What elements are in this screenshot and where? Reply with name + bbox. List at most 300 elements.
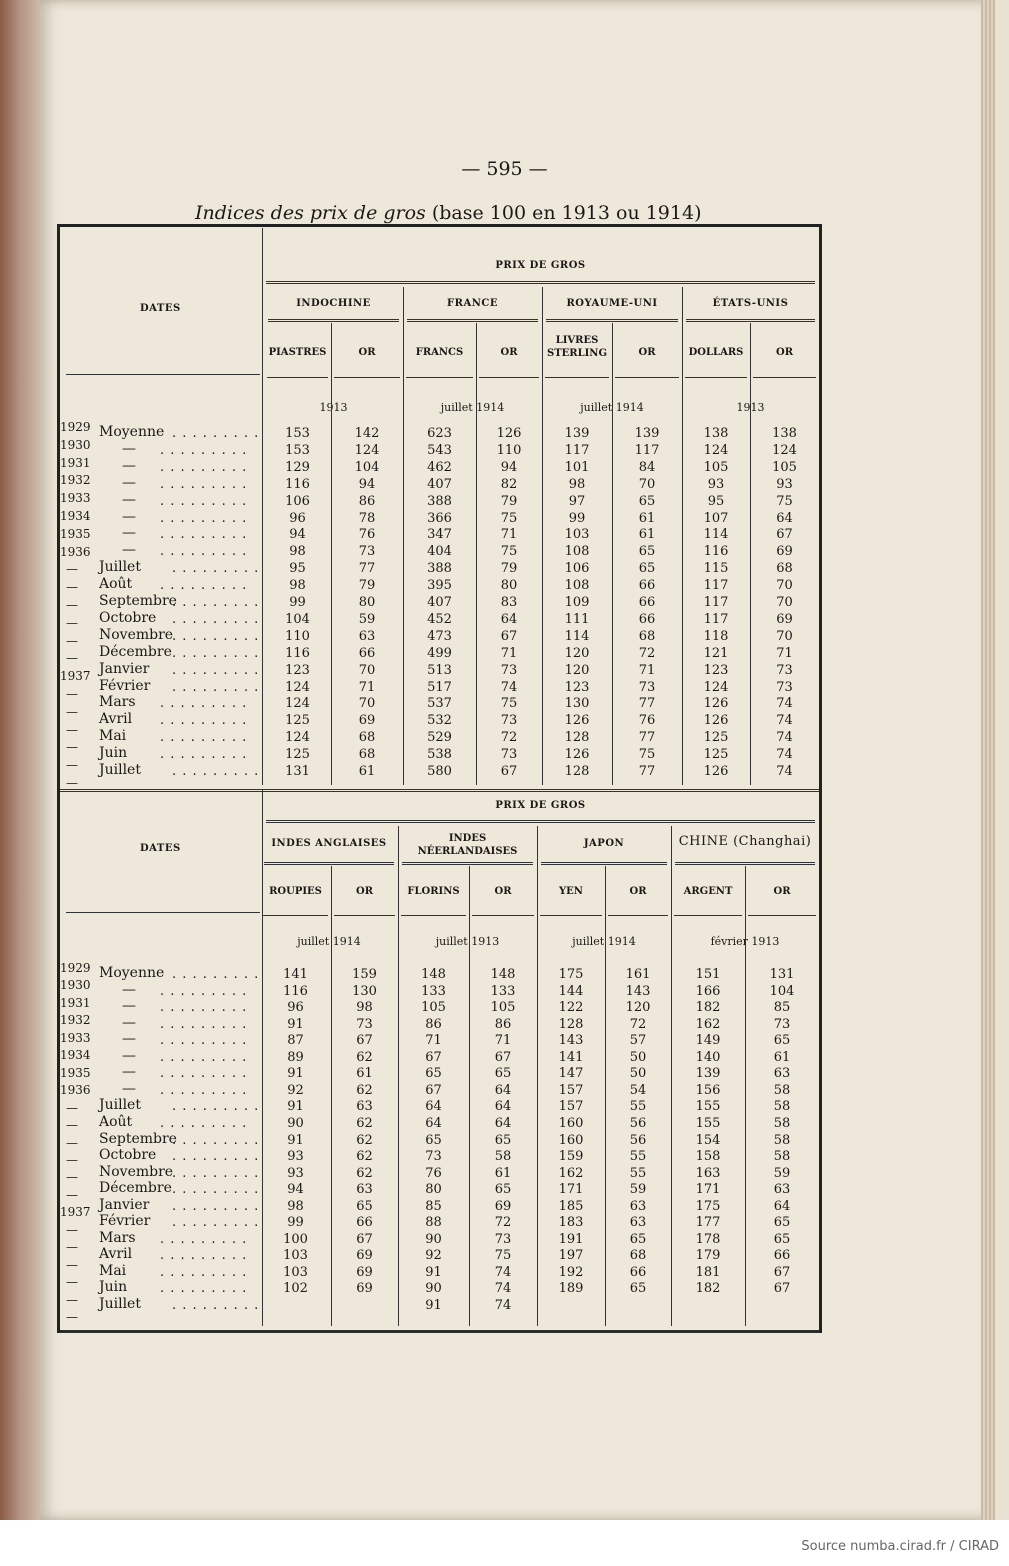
table-cell: 155 bbox=[695, 1115, 721, 1131]
table-cell: 158 bbox=[695, 1149, 721, 1165]
subcolumn-header: LIVRES STERLING bbox=[547, 335, 607, 359]
table-cell: 126 bbox=[496, 426, 522, 441]
table-cell: 93 bbox=[287, 1149, 304, 1165]
table-cell: 116 bbox=[285, 476, 310, 492]
subcolumn-divider bbox=[469, 866, 470, 1326]
row-year: — bbox=[66, 1118, 78, 1133]
table-cell: 116 bbox=[283, 983, 308, 999]
footer-strip bbox=[0, 1520, 1009, 1566]
row-year: 1936 bbox=[60, 544, 91, 559]
row-leader-dots: . . . . . . . . . bbox=[172, 1298, 260, 1313]
row-label: — bbox=[122, 1031, 136, 1048]
table-cell: 69 bbox=[356, 1248, 373, 1264]
table-cell: 73 bbox=[776, 662, 793, 678]
row-label: Avril bbox=[99, 711, 133, 728]
table-cell: 64 bbox=[425, 1115, 442, 1131]
table-cell: 61 bbox=[358, 764, 376, 779]
table-cell: 114 bbox=[703, 527, 729, 543]
row-label: Février bbox=[99, 1213, 151, 1230]
table-cell: 65 bbox=[773, 1231, 791, 1247]
row-year: — bbox=[66, 562, 78, 577]
table-cell: 93 bbox=[287, 1165, 304, 1181]
table-cell: 161 bbox=[625, 967, 651, 982]
table-cell: 65 bbox=[638, 544, 656, 560]
row-leader-dots: . . . . . . . . . bbox=[160, 713, 248, 729]
subcolumn-divider bbox=[612, 323, 613, 785]
subcolumn-header: OR bbox=[629, 886, 647, 897]
row-leader-dots: . . . . . . . . . bbox=[172, 967, 260, 982]
table-cell: 529 bbox=[427, 730, 452, 746]
group-divider bbox=[671, 826, 672, 1326]
table-cell: 126 bbox=[703, 696, 729, 712]
row-label: — bbox=[122, 981, 136, 998]
table-cell: 90 bbox=[287, 1115, 304, 1131]
table-cell: 83 bbox=[500, 595, 518, 610]
group-rule bbox=[402, 862, 533, 865]
table-cell: 103 bbox=[564, 527, 590, 543]
subcolumn-rule bbox=[615, 377, 679, 378]
table-cell: 69 bbox=[494, 1198, 512, 1214]
table-cell: 62 bbox=[356, 1132, 373, 1148]
base-period-label: février 1913 bbox=[710, 935, 780, 948]
group-rule bbox=[675, 862, 815, 865]
row-year: — bbox=[66, 598, 78, 612]
subcolumn-rule bbox=[401, 915, 466, 916]
row-year: — bbox=[66, 740, 78, 755]
subcolumn-rule bbox=[748, 915, 816, 916]
table-cell: 101 bbox=[564, 459, 590, 475]
table-cell: 148 bbox=[421, 967, 446, 982]
country-group-header: INDES NÉERLANDAISES bbox=[417, 833, 518, 857]
row-label: Juillet bbox=[99, 559, 141, 576]
dates-column-rule bbox=[262, 790, 263, 1326]
row-leader-dots: . . . . . . . . . bbox=[160, 544, 248, 560]
row-leader-dots: . . . . . . . . . bbox=[160, 476, 248, 492]
row-leader-dots: . . . . . . . . . bbox=[172, 645, 260, 661]
table-cell: 71 bbox=[494, 1033, 512, 1049]
table-cell: 69 bbox=[776, 544, 793, 560]
group-divider bbox=[682, 287, 683, 785]
table-cell: 65 bbox=[356, 1198, 373, 1214]
table-cell: 141 bbox=[283, 967, 308, 982]
row-year: 1937 bbox=[60, 669, 91, 684]
table-cell: 99 bbox=[289, 595, 306, 610]
base-period-label: juillet 1913 bbox=[435, 935, 500, 948]
row-label: — bbox=[122, 474, 136, 491]
row-label: — bbox=[122, 508, 136, 525]
table-cell: 69 bbox=[356, 1264, 373, 1280]
table-cell: 121 bbox=[703, 645, 729, 661]
row-leader-dots: . . . . . . . . . bbox=[172, 1165, 260, 1181]
table-cell: 66 bbox=[638, 595, 656, 610]
row-year: — bbox=[66, 758, 78, 773]
table-cell: 55 bbox=[629, 1149, 647, 1165]
base-period-label: juillet 1914 bbox=[580, 401, 644, 414]
row-leader-dots: . . . . . . . . . bbox=[172, 1099, 260, 1115]
table-cell: 106 bbox=[564, 561, 590, 577]
table-cell: 97 bbox=[568, 493, 586, 509]
subcolumn-rule bbox=[267, 377, 328, 378]
table-cell: 75 bbox=[494, 1248, 512, 1264]
source-credit: Source numba.cirad.fr / CIRAD bbox=[801, 1539, 999, 1554]
group-divider bbox=[542, 287, 543, 785]
table-cell: 95 bbox=[289, 561, 306, 577]
row-label: — bbox=[122, 525, 136, 542]
table-cell: 63 bbox=[773, 1182, 791, 1198]
table-cell: 189 bbox=[558, 1281, 584, 1297]
table-cell: 103 bbox=[283, 1264, 308, 1280]
row-year: — bbox=[66, 633, 78, 648]
table-cell: 181 bbox=[695, 1264, 721, 1280]
table-cell: 59 bbox=[629, 1182, 647, 1198]
row-leader-dots: . . . . . . . . . bbox=[172, 595, 260, 610]
country-group-header: INDOCHINE bbox=[296, 298, 371, 309]
row-year: 1935 bbox=[60, 526, 91, 541]
table-cell: 66 bbox=[356, 1215, 373, 1231]
row-label: — bbox=[122, 1080, 136, 1097]
row-leader-dots: . . . . . . . . . bbox=[172, 1198, 260, 1214]
table-cell: 138 bbox=[703, 426, 729, 441]
table-cell: 72 bbox=[500, 730, 518, 746]
table-cell: 142 bbox=[354, 426, 380, 441]
table-cell: 147 bbox=[558, 1066, 584, 1082]
table-cell: 75 bbox=[776, 493, 793, 509]
table-cell: 66 bbox=[773, 1248, 791, 1264]
dates-header: DATES bbox=[140, 303, 181, 314]
table-cell: 70 bbox=[776, 595, 793, 610]
table-cell: 175 bbox=[558, 967, 584, 982]
table-cell: 89 bbox=[287, 1049, 304, 1065]
subcolumn-divider bbox=[331, 323, 332, 785]
table-cell: 67 bbox=[500, 764, 518, 779]
table-cell: 70 bbox=[638, 476, 656, 492]
table-cell: 125 bbox=[285, 713, 310, 729]
table-cell: 182 bbox=[695, 1281, 721, 1297]
table-cell: 66 bbox=[638, 578, 656, 594]
table-cell: 85 bbox=[773, 1000, 791, 1016]
table-cell: 72 bbox=[494, 1215, 512, 1231]
table-cell: 55 bbox=[629, 1165, 647, 1181]
table-cell: 73 bbox=[500, 713, 518, 729]
row-year: — bbox=[66, 1257, 78, 1272]
row-year: 1933 bbox=[60, 1030, 91, 1045]
table-cell: 73 bbox=[776, 679, 793, 695]
table-cell: 75 bbox=[500, 696, 518, 712]
table-cell: 67 bbox=[425, 1049, 442, 1065]
row-year: 1931 bbox=[60, 455, 91, 470]
subcolumn-header: ROUPIES bbox=[269, 886, 322, 897]
country-group-header: JAPON bbox=[583, 838, 625, 849]
table-cell: 96 bbox=[289, 510, 306, 526]
row-year: 1929 bbox=[60, 961, 91, 975]
table-cell: 68 bbox=[629, 1248, 647, 1264]
table-cell: 123 bbox=[285, 662, 310, 678]
row-year: 1934 bbox=[60, 509, 91, 523]
table-cell: 74 bbox=[500, 679, 518, 695]
subcolumn-header: OR bbox=[355, 886, 374, 897]
table-cell: 64 bbox=[776, 510, 793, 526]
row-year: — bbox=[66, 687, 78, 701]
table-cell: 532 bbox=[427, 713, 452, 729]
row-label: Janvier bbox=[99, 660, 150, 677]
table-cell: 56 bbox=[629, 1115, 647, 1131]
table-cell: 107 bbox=[703, 510, 729, 526]
subcolumn-header: OR bbox=[638, 347, 656, 358]
table-cell: 171 bbox=[558, 1182, 584, 1198]
row-label: Février bbox=[99, 677, 151, 694]
table-cell: 66 bbox=[629, 1264, 647, 1280]
row-year: — bbox=[66, 615, 78, 630]
table-cell: 111 bbox=[564, 611, 590, 627]
table-cell: 77 bbox=[638, 730, 656, 746]
subcolumn-header: PIASTRES bbox=[268, 347, 327, 358]
table-cell: 104 bbox=[354, 459, 380, 475]
table-cell: 79 bbox=[358, 578, 376, 594]
row-year: — bbox=[66, 580, 78, 595]
row-leader-dots: . . . . . . . . . bbox=[172, 1182, 260, 1198]
group-divider bbox=[537, 826, 538, 1326]
table-cell: 64 bbox=[494, 1115, 512, 1131]
table-cell: 183 bbox=[558, 1215, 584, 1231]
table-cell: 63 bbox=[629, 1215, 647, 1231]
table-cell: 141 bbox=[558, 1049, 584, 1065]
group-rule bbox=[686, 319, 815, 322]
row-year: 1932 bbox=[60, 473, 91, 488]
table-cell: 67 bbox=[494, 1049, 512, 1065]
title-rest: (base 100 en 1913 ou 1914) bbox=[425, 202, 702, 224]
table-cell: 177 bbox=[695, 1215, 721, 1231]
row-year: 1929 bbox=[60, 420, 91, 434]
table-cell: 73 bbox=[494, 1231, 512, 1247]
row-label: Décembre bbox=[99, 1180, 172, 1197]
table-cell: 67 bbox=[425, 1082, 442, 1098]
table-cell: 124 bbox=[285, 696, 310, 712]
row-leader-dots: . . . . . . . . . bbox=[160, 442, 248, 458]
table-cell: 163 bbox=[695, 1165, 721, 1181]
table-cell: 140 bbox=[695, 1049, 721, 1065]
row-leader-dots: . . . . . . . . . bbox=[160, 1049, 248, 1065]
table-cell: 63 bbox=[629, 1198, 647, 1214]
row-year: — bbox=[66, 651, 78, 666]
table-cell: 64 bbox=[773, 1198, 791, 1214]
group-rule bbox=[541, 862, 667, 865]
table-cell: 76 bbox=[638, 713, 656, 729]
row-label: Août bbox=[99, 576, 133, 593]
row-leader-dots: . . . . . . . . . bbox=[160, 1281, 248, 1297]
group-divider bbox=[403, 287, 404, 785]
table-cell: 74 bbox=[494, 1298, 512, 1313]
table-cell: 103 bbox=[283, 1248, 308, 1264]
row-label: Juin bbox=[99, 745, 128, 762]
table-cell: 67 bbox=[773, 1264, 791, 1280]
table-cell: 126 bbox=[564, 713, 590, 729]
table-cell: 407 bbox=[427, 595, 452, 610]
subcolumn-header: OR bbox=[773, 886, 791, 897]
table-cell: 120 bbox=[564, 645, 590, 661]
row-leader-dots: . . . . . . . . . bbox=[172, 1132, 260, 1148]
table-cell: 71 bbox=[358, 679, 376, 695]
table-cell: 71 bbox=[638, 662, 656, 678]
group-divider bbox=[398, 826, 399, 1326]
table-cell: 159 bbox=[352, 967, 377, 982]
table-cell: 70 bbox=[358, 662, 376, 678]
table-cell: 61 bbox=[494, 1165, 512, 1181]
group-rule bbox=[546, 319, 678, 322]
base-period-label: 1913 bbox=[736, 401, 765, 414]
table-cell: 82 bbox=[500, 476, 518, 492]
table-cell: 85 bbox=[425, 1198, 442, 1214]
table-cell: 65 bbox=[773, 1215, 791, 1231]
row-label: — bbox=[122, 440, 136, 457]
table-cell: 91 bbox=[287, 1099, 304, 1115]
table-cell: 125 bbox=[285, 747, 310, 763]
table-cell: 77 bbox=[358, 561, 376, 577]
table-cell: 162 bbox=[558, 1165, 584, 1181]
subcolumn-divider bbox=[605, 866, 606, 1326]
table-cell: 105 bbox=[490, 1000, 516, 1016]
table-cell: 537 bbox=[427, 696, 452, 712]
row-year: — bbox=[66, 1240, 78, 1255]
row-label: Juin bbox=[99, 1279, 128, 1296]
table-cell: 144 bbox=[558, 983, 584, 999]
row-year: — bbox=[66, 1135, 78, 1150]
subcolumn-rule bbox=[263, 915, 328, 916]
base-period-label: 1913 bbox=[319, 401, 348, 414]
table-cell: 73 bbox=[500, 662, 518, 678]
table-cell: 114 bbox=[564, 628, 590, 644]
table-cell: 162 bbox=[695, 1016, 721, 1032]
table-cell: 98 bbox=[289, 544, 306, 560]
table-cell: 126 bbox=[564, 747, 590, 763]
table-cell: 538 bbox=[427, 747, 452, 763]
row-label: Novembre bbox=[99, 626, 174, 643]
table-cell: 98 bbox=[289, 578, 306, 594]
table-cell: 64 bbox=[500, 611, 518, 627]
table-cell: 623 bbox=[427, 426, 452, 441]
table-cell: 182 bbox=[695, 1000, 721, 1016]
table-cell: 73 bbox=[425, 1149, 442, 1165]
prix-de-gros-rule bbox=[266, 820, 815, 823]
table-cell: 76 bbox=[425, 1165, 442, 1181]
row-label: Novembre bbox=[99, 1163, 174, 1180]
table-cell: 124 bbox=[285, 679, 310, 695]
dates-header-rule bbox=[66, 374, 260, 375]
table-cell: 65 bbox=[494, 1066, 512, 1082]
table-cell: 54 bbox=[629, 1082, 647, 1098]
table-cell: 128 bbox=[564, 730, 590, 746]
subcolumn-rule bbox=[479, 377, 539, 378]
row-leader-dots: . . . . . . . . . bbox=[160, 459, 248, 475]
subcolumn-rule bbox=[406, 377, 473, 378]
row-label: Mai bbox=[99, 728, 127, 745]
table-cell: 73 bbox=[356, 1016, 373, 1032]
prix-de-gros-rule bbox=[266, 281, 815, 284]
table-cell: 366 bbox=[427, 510, 452, 526]
table-cell: 71 bbox=[500, 527, 518, 543]
table-cell: 124 bbox=[354, 442, 380, 458]
table-cell: 124 bbox=[772, 442, 797, 458]
table-cell: 105 bbox=[421, 1000, 446, 1016]
dates-header-rule bbox=[66, 912, 260, 913]
table-cell: 499 bbox=[427, 645, 452, 661]
table-cell: 76 bbox=[358, 527, 376, 543]
table-cell: 68 bbox=[776, 561, 793, 577]
group-rule bbox=[407, 319, 538, 322]
row-leader-dots: . . . . . . . . . bbox=[160, 983, 248, 999]
table-cell: 110 bbox=[496, 442, 522, 458]
table-cell: 100 bbox=[283, 1231, 308, 1247]
subcolumn-header: FRANCS bbox=[415, 347, 464, 358]
row-label: Septembre bbox=[99, 593, 177, 609]
table-cell: 73 bbox=[773, 1016, 791, 1032]
subcolumn-rule bbox=[334, 377, 400, 378]
table-cell: 55 bbox=[629, 1099, 647, 1115]
table-cell: 93 bbox=[707, 476, 725, 492]
table-cell: 94 bbox=[500, 459, 518, 475]
row-leader-dots: . . . . . . . . . bbox=[172, 628, 260, 644]
row-year: 1936 bbox=[60, 1083, 91, 1098]
table-cell: 71 bbox=[776, 645, 793, 661]
table-cell: 65 bbox=[629, 1231, 647, 1247]
row-year: 1932 bbox=[60, 1013, 91, 1028]
table-cell: 104 bbox=[769, 983, 795, 999]
table-cell: 157 bbox=[558, 1082, 584, 1098]
table-cell: 126 bbox=[703, 764, 729, 779]
table-cell: 66 bbox=[638, 611, 656, 627]
table-cell: 116 bbox=[285, 645, 310, 661]
table-cell: 64 bbox=[425, 1099, 442, 1115]
table-cell: 513 bbox=[427, 662, 452, 678]
table-bottom-rule bbox=[60, 789, 819, 792]
row-label: Août bbox=[99, 1113, 133, 1130]
row-leader-dots: . . . . . . . . . bbox=[172, 662, 260, 678]
row-label: — bbox=[122, 491, 136, 508]
table-cell: 106 bbox=[285, 493, 310, 509]
subcolumn-header: OR bbox=[500, 347, 518, 358]
table-cell: 67 bbox=[356, 1231, 373, 1247]
table-cell: 125 bbox=[703, 730, 729, 746]
table-cell: 96 bbox=[287, 1000, 304, 1016]
table-cell: 58 bbox=[773, 1099, 791, 1115]
table-cell: 73 bbox=[358, 544, 376, 560]
country-group-header: CHINE (Changhai) bbox=[678, 834, 812, 849]
table-cell: 130 bbox=[352, 983, 377, 999]
table-cell: 79 bbox=[500, 493, 518, 509]
table-cell: 58 bbox=[773, 1132, 791, 1148]
row-leader-dots: . . . . . . . . . bbox=[160, 527, 248, 543]
table-cell: 473 bbox=[427, 628, 452, 644]
table-cell: 75 bbox=[638, 747, 656, 763]
row-leader-dots: . . . . . . . . . bbox=[160, 1264, 248, 1280]
row-label: Janvier bbox=[99, 1196, 150, 1213]
subcolumn-header: DOLLARS bbox=[688, 347, 744, 358]
table-cell: 80 bbox=[358, 595, 376, 610]
row-leader-dots: . . . . . . . . . bbox=[160, 1033, 248, 1049]
row-year: 1930 bbox=[60, 978, 91, 993]
table-cell: 71 bbox=[425, 1033, 442, 1049]
table-cell: 73 bbox=[500, 747, 518, 763]
table-cell: 120 bbox=[564, 662, 590, 678]
table-cell: 91 bbox=[425, 1298, 442, 1313]
table-cell: 86 bbox=[358, 493, 376, 509]
row-label: Moyenne bbox=[99, 424, 165, 440]
table-cell: 133 bbox=[490, 983, 516, 999]
table-cell: 61 bbox=[356, 1066, 373, 1082]
table-cell: 72 bbox=[638, 645, 656, 661]
row-year: — bbox=[66, 1170, 78, 1185]
table-cell: 58 bbox=[494, 1149, 512, 1165]
subcolumn-divider bbox=[476, 323, 477, 785]
